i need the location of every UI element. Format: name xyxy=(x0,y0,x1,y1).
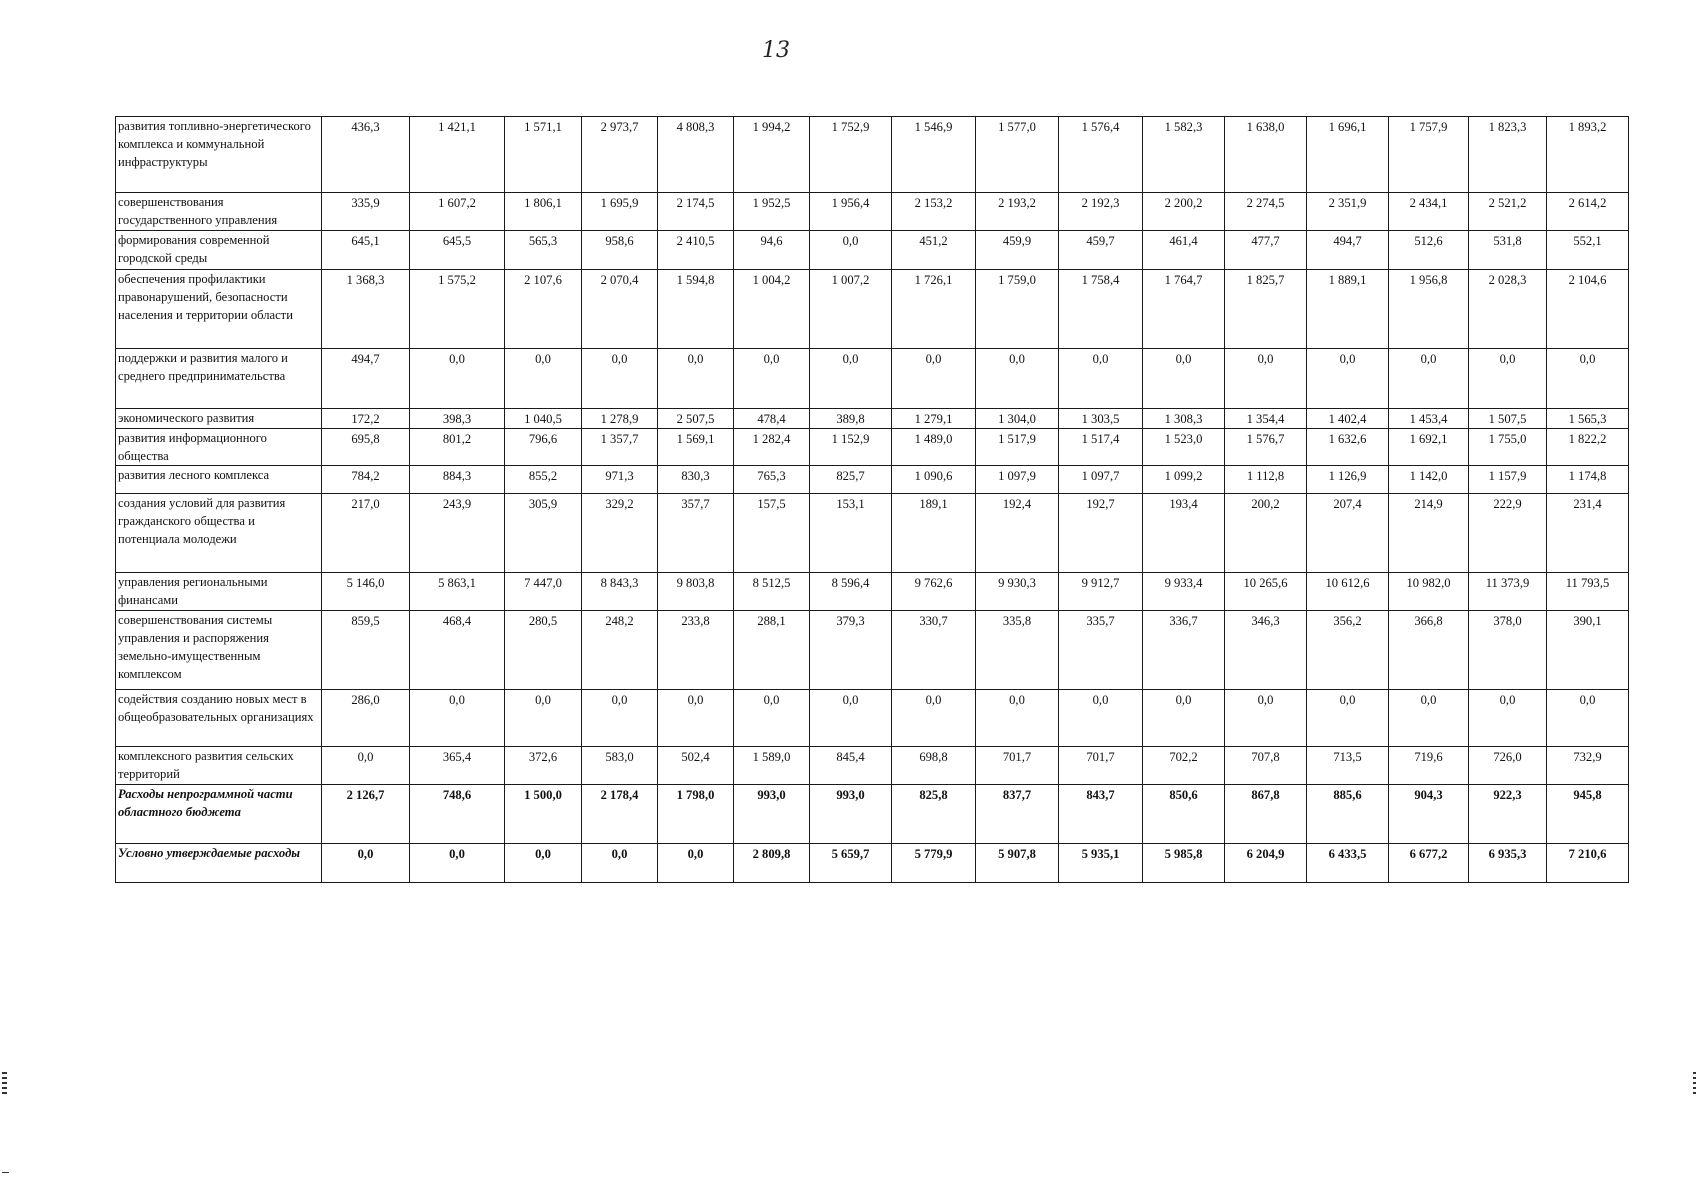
value-cell: 1 097,9 xyxy=(976,466,1059,494)
value-cell: 1 575,2 xyxy=(410,270,505,349)
value-cell: 0,0 xyxy=(810,690,892,747)
value-cell: 1 726,1 xyxy=(892,270,976,349)
value-cell: 1 507,5 xyxy=(1469,409,1547,429)
value-cell: 765,3 xyxy=(734,466,810,494)
value-cell: 9 803,8 xyxy=(658,573,734,611)
value-cell: 1 500,0 xyxy=(505,785,582,844)
value-cell: 922,3 xyxy=(1469,785,1547,844)
value-cell: 1 517,9 xyxy=(976,429,1059,466)
value-cell: 801,2 xyxy=(410,429,505,466)
value-cell: 6 677,2 xyxy=(1389,844,1469,883)
value-cell: 231,4 xyxy=(1547,494,1629,573)
value-cell: 200,2 xyxy=(1225,494,1307,573)
value-cell: 192,4 xyxy=(976,494,1059,573)
value-cell: 5 907,8 xyxy=(976,844,1059,883)
value-cell: 0,0 xyxy=(1307,349,1389,409)
value-cell: 189,1 xyxy=(892,494,976,573)
value-cell: 645,1 xyxy=(322,231,410,270)
value-cell: 153,1 xyxy=(810,494,892,573)
value-cell: 288,1 xyxy=(734,611,810,690)
value-cell: 9 762,6 xyxy=(892,573,976,611)
value-cell: 2 200,2 xyxy=(1143,193,1225,231)
budget-table xyxy=(115,116,1629,883)
value-cell: 1 752,9 xyxy=(810,117,892,193)
value-cell: 10 612,6 xyxy=(1307,573,1389,611)
value-cell: 286,0 xyxy=(322,690,410,747)
value-cell: 1 594,8 xyxy=(658,270,734,349)
value-cell: 1 758,4 xyxy=(1059,270,1143,349)
value-cell: 2 973,7 xyxy=(582,117,658,193)
value-cell: 157,5 xyxy=(734,494,810,573)
row-label: комплексного развития сельских территорий xyxy=(116,747,322,785)
table-row xyxy=(116,844,1629,883)
value-cell: 390,1 xyxy=(1547,611,1629,690)
table-row xyxy=(116,231,1629,270)
value-cell: 8 512,5 xyxy=(734,573,810,611)
value-cell: 855,2 xyxy=(505,466,582,494)
value-cell: 0,0 xyxy=(1307,690,1389,747)
value-cell: 702,2 xyxy=(1143,747,1225,785)
value-cell: 732,9 xyxy=(1547,747,1629,785)
table-row xyxy=(116,466,1629,494)
value-cell: 280,5 xyxy=(505,611,582,690)
value-cell: 748,6 xyxy=(410,785,505,844)
row-label: развития информационного общества xyxy=(116,429,322,466)
value-cell: 885,6 xyxy=(1307,785,1389,844)
value-cell: 867,8 xyxy=(1225,785,1307,844)
row-label: развития топливно-энергетического комплекса и коммунальной инфраструктуры xyxy=(116,117,322,193)
value-cell: 698,8 xyxy=(892,747,976,785)
value-cell: 837,7 xyxy=(976,785,1059,844)
value-cell: 11 793,5 xyxy=(1547,573,1629,611)
table-row xyxy=(116,193,1629,231)
value-cell: 502,4 xyxy=(658,747,734,785)
value-cell: 389,8 xyxy=(810,409,892,429)
value-cell: 993,0 xyxy=(734,785,810,844)
value-cell: 451,2 xyxy=(892,231,976,270)
value-cell: 2 153,2 xyxy=(892,193,976,231)
row-label: обеспечения профилактики правонарушений, безопасности населения и территории области xyxy=(116,270,322,349)
value-cell: 0,0 xyxy=(582,690,658,747)
value-cell: 94,6 xyxy=(734,231,810,270)
value-cell: 1 607,2 xyxy=(410,193,505,231)
value-cell: 9 933,4 xyxy=(1143,573,1225,611)
value-cell: 1 099,2 xyxy=(1143,466,1225,494)
value-cell: 0,0 xyxy=(505,690,582,747)
value-cell: 335,9 xyxy=(322,193,410,231)
value-cell: 0,0 xyxy=(1547,690,1629,747)
table-row xyxy=(116,349,1629,409)
value-cell: 0,0 xyxy=(322,844,410,883)
value-cell: 884,3 xyxy=(410,466,505,494)
value-cell: 0,0 xyxy=(892,349,976,409)
value-cell: 1 152,9 xyxy=(810,429,892,466)
value-cell: 335,8 xyxy=(976,611,1059,690)
value-cell: 1 798,0 xyxy=(658,785,734,844)
value-cell: 5 935,1 xyxy=(1059,844,1143,883)
value-cell: 10 265,6 xyxy=(1225,573,1307,611)
value-cell: 1 282,4 xyxy=(734,429,810,466)
value-cell: 1 576,7 xyxy=(1225,429,1307,466)
value-cell: 1 759,0 xyxy=(976,270,1059,349)
value-cell: 0,0 xyxy=(1547,349,1629,409)
value-cell: 4 808,3 xyxy=(658,117,734,193)
row-label: поддержки и развития малого и среднего предпринимательства xyxy=(116,349,322,409)
value-cell: 193,4 xyxy=(1143,494,1225,573)
table-row xyxy=(116,690,1629,747)
value-cell: 0,0 xyxy=(582,349,658,409)
value-cell: 0,0 xyxy=(1143,690,1225,747)
value-cell: 850,6 xyxy=(1143,785,1225,844)
value-cell: 825,8 xyxy=(892,785,976,844)
page-number: 13 xyxy=(762,38,790,63)
value-cell: 335,7 xyxy=(1059,611,1143,690)
value-cell: 0,0 xyxy=(410,349,505,409)
row-label: создания условий для развития гражданского общества и потенциала молодежи xyxy=(116,494,322,573)
value-cell: 336,7 xyxy=(1143,611,1225,690)
value-cell: 1 357,7 xyxy=(582,429,658,466)
value-cell: 825,7 xyxy=(810,466,892,494)
value-cell: 0,0 xyxy=(322,747,410,785)
value-cell: 217,0 xyxy=(322,494,410,573)
value-cell: 1 565,3 xyxy=(1547,409,1629,429)
value-cell: 372,6 xyxy=(505,747,582,785)
value-cell: 1 308,3 xyxy=(1143,409,1225,429)
value-cell: 701,7 xyxy=(1059,747,1143,785)
value-cell: 1 421,1 xyxy=(410,117,505,193)
value-cell: 1 142,0 xyxy=(1389,466,1469,494)
value-cell: 1 040,5 xyxy=(505,409,582,429)
value-cell: 2 192,3 xyxy=(1059,193,1143,231)
value-cell: 192,7 xyxy=(1059,494,1143,573)
value-cell: 2 521,2 xyxy=(1469,193,1547,231)
value-cell: 2 104,6 xyxy=(1547,270,1629,349)
value-cell: 459,9 xyxy=(976,231,1059,270)
value-cell: 0,0 xyxy=(505,349,582,409)
value-cell: 1 523,0 xyxy=(1143,429,1225,466)
value-cell: 1 546,9 xyxy=(892,117,976,193)
value-cell: 5 779,9 xyxy=(892,844,976,883)
left-margin-tick xyxy=(2,1172,9,1173)
value-cell: 1 889,1 xyxy=(1307,270,1389,349)
value-cell: 796,6 xyxy=(505,429,582,466)
value-cell: 1 097,7 xyxy=(1059,466,1143,494)
value-cell: 5 985,8 xyxy=(1143,844,1225,883)
value-cell: 9 912,7 xyxy=(1059,573,1143,611)
row-label: содействия созданию новых мест в общеобразовательных организациях xyxy=(116,690,322,747)
value-cell: 477,7 xyxy=(1225,231,1307,270)
value-cell: 494,7 xyxy=(322,349,410,409)
value-cell: 565,3 xyxy=(505,231,582,270)
value-cell: 305,9 xyxy=(505,494,582,573)
value-cell: 993,0 xyxy=(810,785,892,844)
value-cell: 958,6 xyxy=(582,231,658,270)
value-cell: 8 596,4 xyxy=(810,573,892,611)
value-cell: 843,7 xyxy=(1059,785,1143,844)
table-row xyxy=(116,494,1629,573)
value-cell: 494,7 xyxy=(1307,231,1389,270)
value-cell: 0,0 xyxy=(1469,349,1547,409)
value-cell: 329,2 xyxy=(582,494,658,573)
value-cell: 330,7 xyxy=(892,611,976,690)
value-cell: 645,5 xyxy=(410,231,505,270)
value-cell: 0,0 xyxy=(1059,349,1143,409)
value-cell: 0,0 xyxy=(658,349,734,409)
value-cell: 1 692,1 xyxy=(1389,429,1469,466)
value-cell: 0,0 xyxy=(1225,690,1307,747)
value-cell: 0,0 xyxy=(410,690,505,747)
value-cell: 859,5 xyxy=(322,611,410,690)
value-cell: 207,4 xyxy=(1307,494,1389,573)
row-label: совершенствования государственного управления xyxy=(116,193,322,231)
value-cell: 356,2 xyxy=(1307,611,1389,690)
value-cell: 1 569,1 xyxy=(658,429,734,466)
value-cell: 904,3 xyxy=(1389,785,1469,844)
value-cell: 945,8 xyxy=(1547,785,1629,844)
value-cell: 1 956,8 xyxy=(1389,270,1469,349)
row-label: Расходы непрограммной части областного бюджета xyxy=(116,785,322,844)
value-cell: 0,0 xyxy=(734,349,810,409)
value-cell: 1 303,5 xyxy=(1059,409,1143,429)
value-cell: 1 994,2 xyxy=(734,117,810,193)
value-cell: 0,0 xyxy=(1059,690,1143,747)
value-cell: 1 402,4 xyxy=(1307,409,1389,429)
value-cell: 726,0 xyxy=(1469,747,1547,785)
value-cell: 2 809,8 xyxy=(734,844,810,883)
value-cell: 6 433,5 xyxy=(1307,844,1389,883)
value-cell: 1 577,0 xyxy=(976,117,1059,193)
value-cell: 1 582,3 xyxy=(1143,117,1225,193)
value-cell: 172,2 xyxy=(322,409,410,429)
value-cell: 1 952,5 xyxy=(734,193,810,231)
value-cell: 1 764,7 xyxy=(1143,270,1225,349)
value-cell: 1 489,0 xyxy=(892,429,976,466)
value-cell: 701,7 xyxy=(976,747,1059,785)
value-cell: 357,7 xyxy=(658,494,734,573)
value-cell: 398,3 xyxy=(410,409,505,429)
value-cell: 248,2 xyxy=(582,611,658,690)
value-cell: 468,4 xyxy=(410,611,505,690)
value-cell: 1 004,2 xyxy=(734,270,810,349)
row-label: формирования современной городской среды xyxy=(116,231,322,270)
value-cell: 222,9 xyxy=(1469,494,1547,573)
value-cell: 695,8 xyxy=(322,429,410,466)
value-cell: 214,9 xyxy=(1389,494,1469,573)
value-cell: 1 354,4 xyxy=(1225,409,1307,429)
value-cell: 583,0 xyxy=(582,747,658,785)
value-cell: 2 614,2 xyxy=(1547,193,1629,231)
value-cell: 0,0 xyxy=(410,844,505,883)
value-cell: 0,0 xyxy=(1389,349,1469,409)
value-cell: 1 157,9 xyxy=(1469,466,1547,494)
value-cell: 9 930,3 xyxy=(976,573,1059,611)
value-cell: 0,0 xyxy=(892,690,976,747)
value-cell: 1 632,6 xyxy=(1307,429,1389,466)
value-cell: 1 126,9 xyxy=(1307,466,1389,494)
value-cell: 459,7 xyxy=(1059,231,1143,270)
value-cell: 1 956,4 xyxy=(810,193,892,231)
value-cell: 713,5 xyxy=(1307,747,1389,785)
row-label: развития лесного комплекса xyxy=(116,466,322,494)
value-cell: 6 204,9 xyxy=(1225,844,1307,883)
value-cell: 6 935,3 xyxy=(1469,844,1547,883)
value-cell: 11 373,9 xyxy=(1469,573,1547,611)
value-cell: 365,4 xyxy=(410,747,505,785)
value-cell: 2 274,5 xyxy=(1225,193,1307,231)
value-cell: 233,8 xyxy=(658,611,734,690)
value-cell: 1 279,1 xyxy=(892,409,976,429)
value-cell: 2 178,4 xyxy=(582,785,658,844)
value-cell: 0,0 xyxy=(810,231,892,270)
value-cell: 1 112,8 xyxy=(1225,466,1307,494)
right-margin-mark xyxy=(1693,1072,1696,1094)
value-cell: 10 982,0 xyxy=(1389,573,1469,611)
value-cell: 1 304,0 xyxy=(976,409,1059,429)
table-row xyxy=(116,573,1629,611)
left-margin-mark xyxy=(2,1072,7,1094)
value-cell: 1 174,8 xyxy=(1547,466,1629,494)
value-cell: 378,0 xyxy=(1469,611,1547,690)
table-row xyxy=(116,117,1629,193)
value-cell: 2 070,4 xyxy=(582,270,658,349)
value-cell: 1 696,1 xyxy=(1307,117,1389,193)
value-cell: 0,0 xyxy=(810,349,892,409)
value-cell: 2 351,9 xyxy=(1307,193,1389,231)
value-cell: 436,3 xyxy=(322,117,410,193)
value-cell: 2 507,5 xyxy=(658,409,734,429)
table-row xyxy=(116,611,1629,690)
value-cell: 5 146,0 xyxy=(322,573,410,611)
value-cell: 478,4 xyxy=(734,409,810,429)
row-label: экономического развития xyxy=(116,409,322,429)
value-cell: 2 107,6 xyxy=(505,270,582,349)
value-cell: 1 589,0 xyxy=(734,747,810,785)
value-cell: 2 174,5 xyxy=(658,193,734,231)
value-cell: 0,0 xyxy=(658,844,734,883)
value-cell: 1 090,6 xyxy=(892,466,976,494)
value-cell: 0,0 xyxy=(505,844,582,883)
value-cell: 2 126,7 xyxy=(322,785,410,844)
value-cell: 707,8 xyxy=(1225,747,1307,785)
value-cell: 2 193,2 xyxy=(976,193,1059,231)
value-cell: 7 447,0 xyxy=(505,573,582,611)
value-cell: 0,0 xyxy=(976,690,1059,747)
value-cell: 461,4 xyxy=(1143,231,1225,270)
value-cell: 2 410,5 xyxy=(658,231,734,270)
value-cell: 552,1 xyxy=(1547,231,1629,270)
value-cell: 1 823,3 xyxy=(1469,117,1547,193)
value-cell: 1 571,1 xyxy=(505,117,582,193)
table-row xyxy=(116,429,1629,466)
value-cell: 719,6 xyxy=(1389,747,1469,785)
value-cell: 2 434,1 xyxy=(1389,193,1469,231)
value-cell: 366,8 xyxy=(1389,611,1469,690)
value-cell: 7 210,6 xyxy=(1547,844,1629,883)
value-cell: 0,0 xyxy=(976,349,1059,409)
value-cell: 1 278,9 xyxy=(582,409,658,429)
value-cell: 1 893,2 xyxy=(1547,117,1629,193)
row-label: совершенствования системы управления и распоряжения земельно-имущественным комплексом xyxy=(116,611,322,690)
value-cell: 0,0 xyxy=(1225,349,1307,409)
value-cell: 0,0 xyxy=(1469,690,1547,747)
value-cell: 1 638,0 xyxy=(1225,117,1307,193)
value-cell: 1 695,9 xyxy=(582,193,658,231)
value-cell: 971,3 xyxy=(582,466,658,494)
value-cell: 346,3 xyxy=(1225,611,1307,690)
table-row xyxy=(116,785,1629,844)
value-cell: 0,0 xyxy=(734,690,810,747)
table-row xyxy=(116,409,1629,429)
value-cell: 0,0 xyxy=(1389,690,1469,747)
table-row xyxy=(116,270,1629,349)
value-cell: 1 757,9 xyxy=(1389,117,1469,193)
value-cell: 1 007,2 xyxy=(810,270,892,349)
value-cell: 1 517,4 xyxy=(1059,429,1143,466)
value-cell: 1 368,3 xyxy=(322,270,410,349)
value-cell: 784,2 xyxy=(322,466,410,494)
value-cell: 1 453,4 xyxy=(1389,409,1469,429)
value-cell: 243,9 xyxy=(410,494,505,573)
value-cell: 1 755,0 xyxy=(1469,429,1547,466)
value-cell: 830,3 xyxy=(658,466,734,494)
row-label: управления региональными финансами xyxy=(116,573,322,611)
value-cell: 0,0 xyxy=(658,690,734,747)
value-cell: 0,0 xyxy=(1143,349,1225,409)
value-cell: 512,6 xyxy=(1389,231,1469,270)
value-cell: 2 028,3 xyxy=(1469,270,1547,349)
value-cell: 531,8 xyxy=(1469,231,1547,270)
value-cell: 1 806,1 xyxy=(505,193,582,231)
value-cell: 379,3 xyxy=(810,611,892,690)
value-cell: 845,4 xyxy=(810,747,892,785)
value-cell: 5 659,7 xyxy=(810,844,892,883)
value-cell: 1 822,2 xyxy=(1547,429,1629,466)
value-cell: 5 863,1 xyxy=(410,573,505,611)
row-label: Условно утверждаемые расходы xyxy=(116,844,322,883)
table-row xyxy=(116,747,1629,785)
value-cell: 0,0 xyxy=(582,844,658,883)
value-cell: 8 843,3 xyxy=(582,573,658,611)
value-cell: 1 825,7 xyxy=(1225,270,1307,349)
value-cell: 1 576,4 xyxy=(1059,117,1143,193)
